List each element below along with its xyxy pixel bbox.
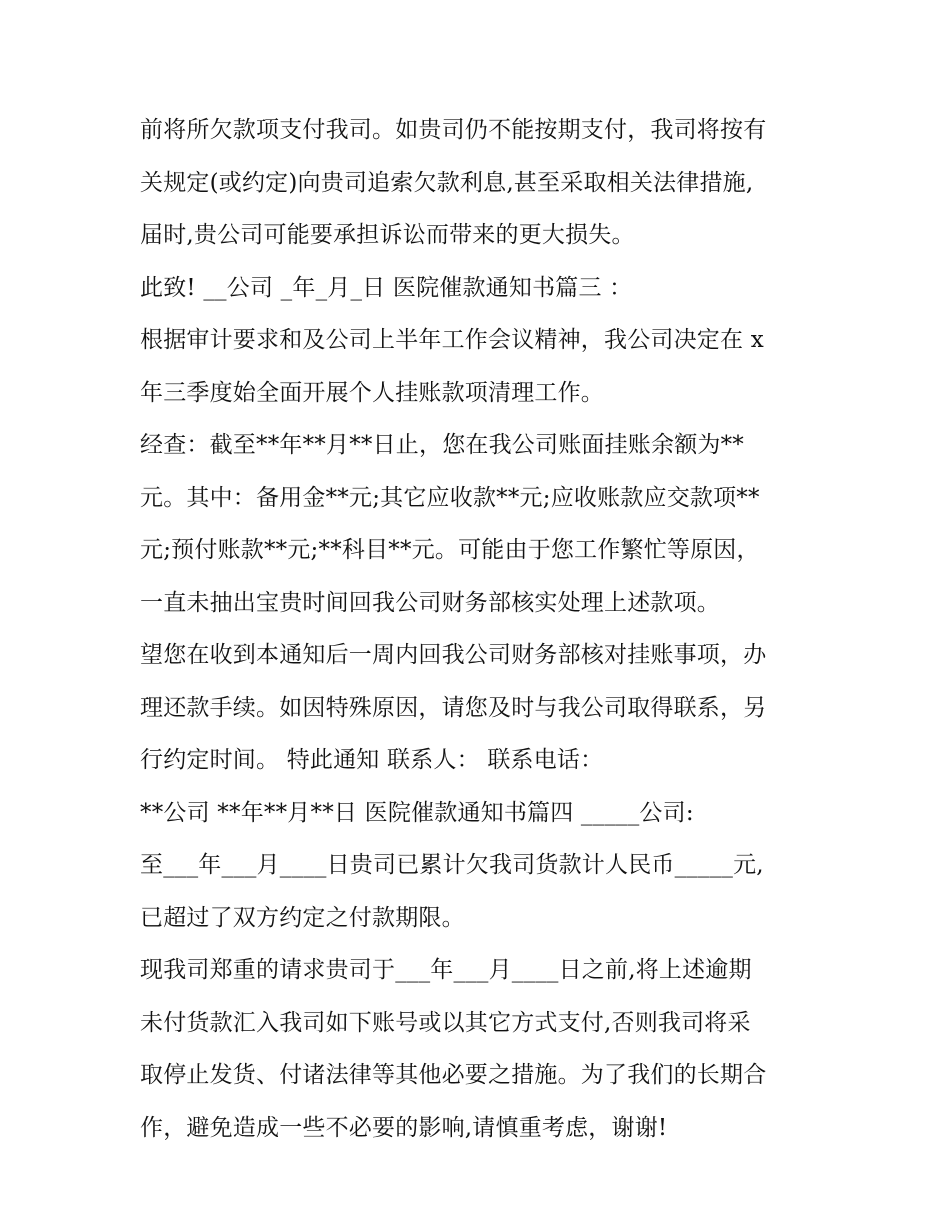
text-line: 现我司郑重的请求贵司于___年___月____日之前,将上述逾期 (140, 957, 752, 983)
text-line: 至___年___月____日贵司已累计欠我司货款计人民币_____元, (140, 852, 764, 878)
text-line: 未付货款汇入我司如下账号或以其它方式支付,否则我司将采 (140, 1009, 751, 1036)
text-line: 作，避免造成一些不必要的影响,请慎重考虑，谢谢! (140, 1114, 668, 1141)
text-line: 经查：截至**年**月**日止，您在我公司账面挂账余额为** (140, 432, 744, 458)
text-line: 届时,贵公司可能要承担诉讼而带来的更大损失。 (140, 222, 635, 248)
text-line: 行约定时间。 特此通知 联系人： 联系电话： (140, 747, 604, 773)
text-line: 已超过了双方约定之付款期限。 (140, 904, 465, 931)
text-line: **公司 **年**月**日 医院催款通知书篇四 _____公司: (140, 799, 694, 826)
text-line: 理还款手续。如因特殊原因，请您及时与我公司取得联系，另 (140, 694, 767, 721)
text-line: 一直未抽出宝贵时间回我公司财务部核实处理上述款项。 (140, 589, 720, 616)
text-line: 关规定(或约定)向贵司追索欠款利息,甚至采取相关法律措施, (140, 169, 754, 196)
document-body (140, 104, 830, 1154)
text-line: 取停止发货、付诸法律等其他必要之措施。为了我们的长期合 (140, 1062, 767, 1088)
text-line: 望您在收到本通知后一周内回我公司财务部核对挂账事项，办 (140, 642, 767, 668)
text-line: 元。其中：备用金**元;其它应收款**元;应收账款应交款项** (140, 484, 760, 511)
text-line: 前将所欠款项支付我司。如贵司仍不能按期支付，我司将按有 (140, 117, 767, 143)
text-line: 根据审计要求和及公司上半年工作会议精神，我公司决定在 x (140, 327, 764, 353)
text-line: 此致! __公司 _年_月_日 医院催款通知书篇三 ： (140, 274, 633, 301)
text-line: 元;预付账款**元;**科目**元。可能由于您工作繁忙等原因， (140, 537, 760, 563)
text-line: 年三季度始全面开展个人挂账款项清理工作。 (140, 379, 604, 406)
